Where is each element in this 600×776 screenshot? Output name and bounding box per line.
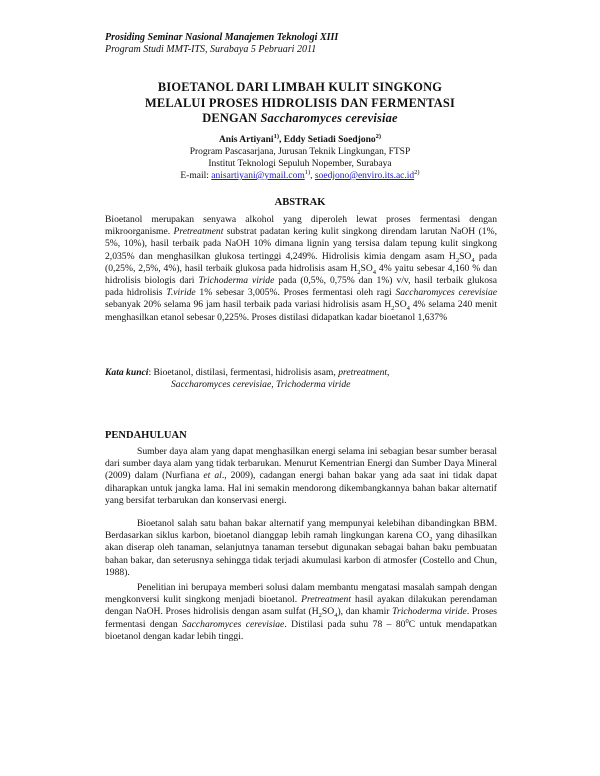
intro-paragraph-2: Bioetanol salah satu bahan bakar alternatif yang mempunyai kelebihan dibandingkan BBM. Berdasarkan siklus karbon, bioetanol dianggap lebih ramah lingkungan karena $CO_2$ yang dihasilkan akan diserap oleh tanaman, selanjutnya tanaman tersebut digunakan sebagai bahan baku pembuatan bahan bakar, dan seterusnya sehingga tidak terjadi akumulasi karbon di atmosfer (Costello and Chun, 1988). — [105, 518, 497, 578]
section-heading-pendahuluan: PENDAHULUAN — [105, 430, 187, 441]
affiliation-1: Program Pascasarjana, Jurusan Teknik Lingkungan, FTSP — [189, 147, 411, 157]
intro-paragraph-1: Sumber daya alam yang dapat menghasilkan energi selama ini sebagian besar sumber berasal dari sumber daya alam yang tidak terbarukan. Menurut Kementrian Energi dan Sumber Daya Mineral (2009) dalam (Nurfiana et al., 2009), cadangan energi bahan bakar yang ada saat ini tidak dapat diharapkan untuk jangka lama. Hal ini semakin mendorong dikembangkannya bahan bakar alternatif yang bersifat terbarukan dan konservasi energi. — [105, 446, 497, 506]
title-species: Saccharomyces cerevisiae — [260, 111, 398, 125]
paper-title — [100, 80, 500, 127]
author-names: Anis Artiyani$^{1)}$, Eddy Setiadi Soedjono$^{2)}$ — [218, 132, 382, 145]
abstract-text: Bioetanol merupakan senyawa alkohol yang diperoleh lewat proses fermentasi dengan mikroorganisme. Pretreatment substrat padatan kering kulit singkong direndam larutan NaOH (1%, 5%, 10%), hasil terbaik pada NaOH 10% dimana lignin yang tersisa dalam tepung kulit singkong 2,035% dan menghasilkan glukosa tertinggi 4,249%. Hidrolisis kimia dengam asam $H_2SO_4$ pada (0,25%, 2,5%, 4%), hasil terbaik glukosa pada hidrolisis asam $H_2SO_4$ 4% yaitu sebesar 4,160 % dan hidrolisis biologis dari Trichoderma viride pada (0,5%, 0,75% dan 1%) v/v, hasil terbaik glukosa pada hidrolisis T.viride 1% sebesar 3,005%. Proses fermentasi oleh ragi Saccharomyces cerevisiae sebanyak 20% selama 96 jam hasil terbaik pada variasi hidrolisis asam $H_2SO_4$ 4% selama 240 menit menghasilkan etanol sebesar 0,225%. Proses distilasi didapatkan kadar bioetanol 1,637% — [105, 214, 498, 323]
email-link-2[interactable]: soedjono@enviro.its.ac.id — [314, 171, 415, 181]
intro-paragraph-3: Penelitian ini berupaya memberi solusi dalam membantu mengatasi masalah sampah dengan mengkonversi kulit singkong menjadi bioetanol. Pretreatment hasil ayakan dilakukan perendaman dengan NaOH. Proses hidrolisis dengan asam sulfat $(H_2SO_4)$, dan khamir Trichoderma viride. Proses fermentasi dengan Saccharomyces cerevisiae. Distilasi pada suhu $78 - 80^0C$ untuk mendapatkan bioetanol dengan kadar lebih tinggi. — [105, 582, 498, 642]
running-header — [105, 32, 338, 56]
affiliation-2: Institut Teknologi Sepuluh Nopember, Surabaya — [208, 159, 392, 169]
title-line-3: DENGAN Saccharomyces cerevisiae — [202, 111, 398, 125]
author-emails: E-mail: anisartiyani@ymail.com$^{1)}$, $soedjono@enviro.its.ac.id^{2)}$ — [180, 168, 420, 181]
title-line-2: MELALUI PROSES HIDROLISIS DAN FERMENTASI — [144, 95, 456, 110]
conference-name: Prosiding Seminar Nasional Manajemen Teknologi XIII — [105, 32, 339, 43]
keywords-label: Kata kunci — [105, 367, 149, 378]
abstract-heading: ABSTRAK — [274, 197, 326, 208]
email-link-1[interactable]: anisartiyani@ymail.com — [211, 171, 305, 181]
author-block — [100, 134, 500, 182]
title-line-1: BIOETANOL DARI LIMBAH KULIT SINGKONG — [157, 80, 443, 94]
keywords: Kata kunci: Bioetanol, distilasi, fermentasi, hidrolisis asam, pretreatment, Saccharomyces cerevisiae, Trichoderma viride — [105, 367, 390, 391]
program-date: Program Studi MMT-ITS, Surabaya 5 Pebruari 2011 — [105, 44, 317, 55]
